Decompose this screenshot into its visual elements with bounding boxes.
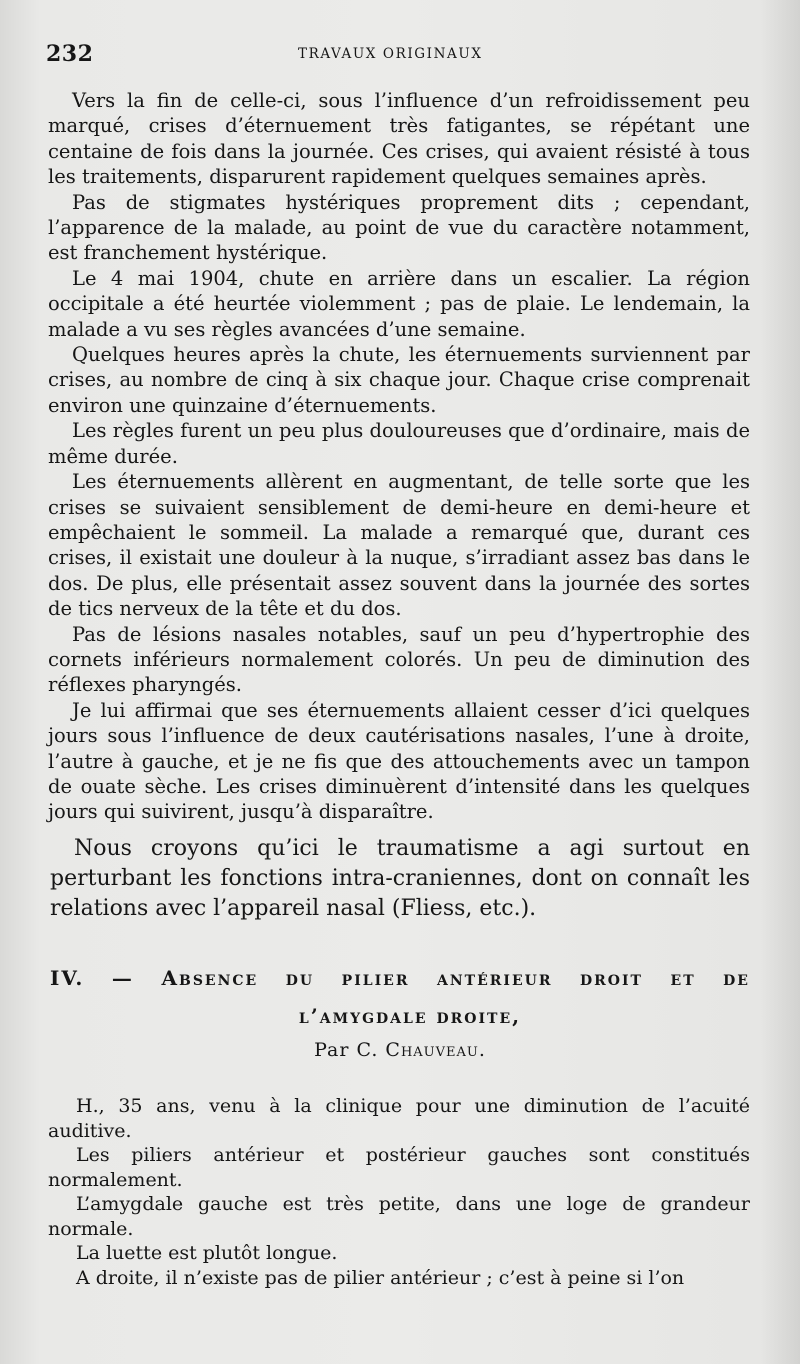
paragraph: Vers la fin de celle-ci, sous l’influence d’un refroidissement peu marqué, crises d’éternuement très fatigantes, se répétant une centaine de fois dans la journée. Ces crises, qui avaient résisté à tous les traitements, disparurent rapidement quelques semaines après. <box>48 89 750 189</box>
paragraph: La luette est plutôt longue. <box>76 1242 338 1264</box>
section-heading <box>50 959 750 1035</box>
paragraph: Les règles furent un peu plus douloureuses que d’ordinaire, mais de même durée. <box>48 419 750 468</box>
case-report-text <box>48 88 750 825</box>
paragraph: Quelques heures après la chute, les éternuements surviennent par crises, au nombre de cinq à six chaque jour. Chaque crise comprenait environ une quinzaine d’éternuements. <box>48 343 750 417</box>
section-title-line1: Absence du pilier antérieur droit et de <box>161 966 750 990</box>
paragraph: Je lui affirmai que ses éternuements allaient cesser d’ici quelques jours sous l’influence de deux cautérisations nasales, l’une à droite, l’autre à gauche, et je ne fis que des attouchements avec un tampon de ouate sèche. Les crises diminuèrent d’intensité dans les quelques jours qui suivirent, jusqu’à disparaître. <box>48 698 750 824</box>
section-dash: — <box>111 966 134 990</box>
paragraph: L’amygdale gauche est très petite, dans une loge de grandeur normale. <box>48 1193 750 1240</box>
author-line <box>0 1039 800 1061</box>
paragraph: Les piliers antérieur et postérieur gauches sont constitués normalement. <box>48 1144 750 1191</box>
paragraph: Les éternuements allèrent en augmentant, de telle sorte que les crises se suivaient sensiblement de demi-heure en demi-heure et empêchaient le sommeil. La malade a remarqué que, durant ces crises, il existait une douleur à la nuque, s’irradiant assez bas dans le dos. De plus, elle présentait assez souvent dans la journée des sortes de tics nerveux de la tête et du dos. <box>48 470 750 621</box>
observation-text <box>48 1094 750 1290</box>
page-number: 232 <box>46 41 94 67</box>
conclusion-paragraph: Nous croyons qu’ici le traumatisme a agi surtout en perturbant les fonctions intra-craniennes, dont on connaît les relations avec l’appareil nasal (Fliess, etc.). <box>50 836 750 921</box>
paragraph: Pas de lésions nasales notables, sauf un peu d’hypertrophie des cornets inférieurs normalement colorés. Un peu de diminution des réflexes pharyngés. <box>48 622 750 697</box>
paragraph: Pas de stigmates hystériques proprement dits ; cependant, l’apparence de la malade, au point de vue du caractère notamment, est franchement hystérique. <box>48 190 750 265</box>
section-title-line2: l’amygdale droite, <box>298 1004 522 1028</box>
paragraph: A droite, il n’existe pas de pilier antérieur ; c’est à peine si l’on <box>76 1266 685 1289</box>
paragraph: Le 4 mai 1904, chute en arrière dans un escalier. La région occipitale a été heurtée violemment ; pas de plaie. Le lendemain, la malade a vu ses règles avancées d’une semaine. <box>48 266 750 341</box>
running-title: TRAVAUX ORIGINAUX <box>298 46 483 62</box>
section-numeral: IV. <box>50 966 85 990</box>
author-prefix: Par C. <box>314 1039 379 1061</box>
author-name: Chauveau. <box>385 1039 486 1061</box>
page-header <box>46 41 766 71</box>
paragraph: H., 35 ans, venu à la clinique pour une diminution de l’acuité auditive. <box>48 1095 750 1142</box>
section-heading-line1 <box>50 959 750 997</box>
